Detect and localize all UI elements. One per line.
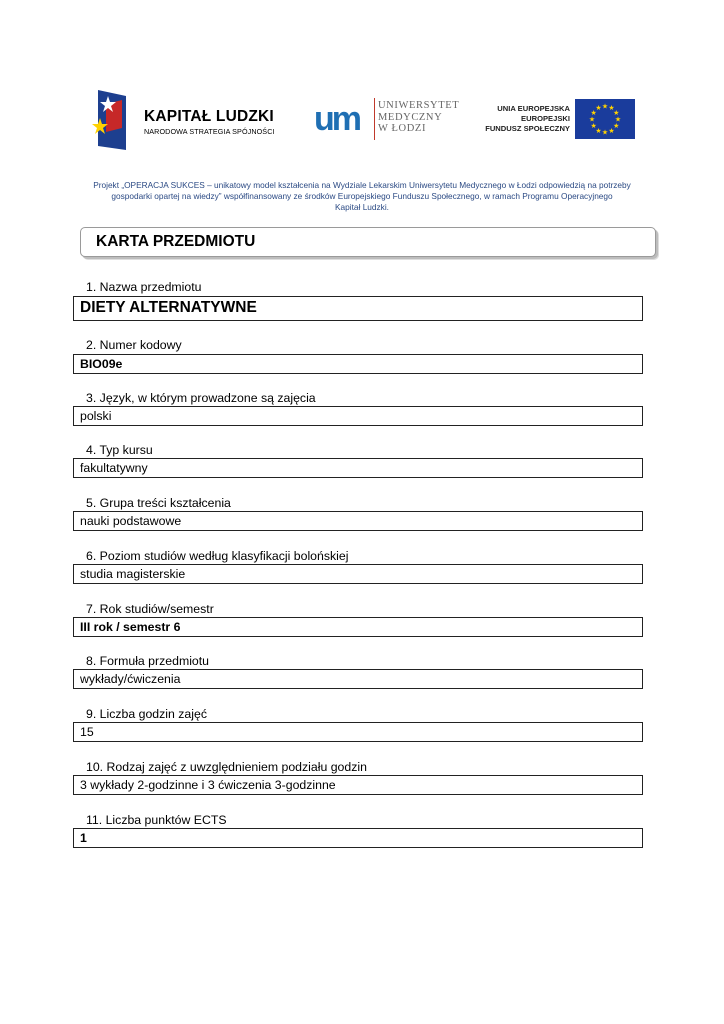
eu-star-icon: ★ xyxy=(595,127,602,135)
field-nazwa-przedmiotu xyxy=(73,296,643,321)
label-nazwa-przedmiotu: 1. Nazwa przedmiotu xyxy=(86,280,202,294)
label-typ-kursu: 4. Typ kursu xyxy=(86,443,153,457)
label-poziom-studiow: 6. Poziom studiów według klasyfikacji bolońskiej xyxy=(86,549,349,563)
karta-title-box xyxy=(80,227,656,257)
kapital-ludzki-title: KAPITAŁ LUDZKI xyxy=(144,108,274,125)
field-typ-kursu xyxy=(73,458,643,478)
eu-caption-line1: UNIA EUROPEJSKA xyxy=(497,104,570,113)
umed-name xyxy=(378,100,459,135)
field-rok-studiow xyxy=(73,617,643,637)
value-nazwa-przedmiotu: DIETY ALTERNATYWNE xyxy=(80,299,257,316)
value-jezyk: polski xyxy=(80,409,112,423)
value-punkty-ects: 1 xyxy=(80,831,87,845)
umed-mark: um xyxy=(314,100,359,138)
eu-flag-icon xyxy=(575,99,635,139)
eu-star-icon: ★ xyxy=(601,129,609,137)
field-punkty-ects xyxy=(73,828,643,848)
value-rok-studiow: III rok / semestr 6 xyxy=(80,620,181,634)
kapital-ludzki-logo xyxy=(92,88,282,152)
field-numer-kodowy xyxy=(73,354,643,374)
project-note-line1: Projekt „OPERACJA SUKCES – unikatowy model kształcenia na Wydziale Lekarskim Uniwersytetu Medycznego w Łodzi odpowiedzią na potrzeby xyxy=(93,180,631,190)
label-liczba-godzin: 9. Liczba godzin zajęć xyxy=(86,707,207,721)
project-note-line3: Kapitał Ludzki. xyxy=(335,202,389,212)
value-rodzaj-zajec: 3 wykłady 2-godzinne i 3 ćwiczenia 3-godzinne xyxy=(80,778,336,792)
karta-title: KARTA PRZEDMIOTU xyxy=(96,233,256,250)
eu-star-icon: ★ xyxy=(595,105,602,113)
field-formula-przedmiotu xyxy=(73,669,643,689)
kapital-ludzki-emblem-icon xyxy=(92,88,140,152)
label-grupa-tresci: 5. Grupa treści kształcenia xyxy=(86,496,231,510)
umed-logo xyxy=(314,98,464,142)
umed-name-line2: MEDYCZNY xyxy=(378,111,443,123)
project-note xyxy=(84,180,640,213)
label-formula-przedmiotu: 8. Formuła przedmiotu xyxy=(86,654,210,668)
eu-star-icon: ★ xyxy=(608,127,615,135)
eu-star-icon: ★ xyxy=(590,110,597,117)
field-grupa-tresci xyxy=(73,511,643,531)
eu-caption-line2: EUROPEJSKI xyxy=(521,114,570,123)
value-poziom-studiow: studia magisterskie xyxy=(80,567,186,581)
eu-star-icon: ★ xyxy=(608,105,615,113)
eu-star-icon: ★ xyxy=(588,116,596,124)
eu-star-icon: ★ xyxy=(613,110,620,117)
label-rodzaj-zajec: 10. Rodzaj zajęć z uwzględnieniem podziału godzin xyxy=(86,760,367,774)
field-jezyk xyxy=(73,406,643,426)
umed-divider xyxy=(374,98,375,140)
value-grupa-tresci: nauki podstawowe xyxy=(80,514,182,528)
value-formula-przedmiotu: wykłady/ćwiczenia xyxy=(80,672,181,686)
eu-caption xyxy=(480,104,570,134)
field-liczba-godzin xyxy=(73,722,643,742)
eu-caption-line3: FUNDUSZ SPOŁECZNY xyxy=(485,124,570,133)
eu-star-icon: ★ xyxy=(590,123,597,130)
field-poziom-studiow xyxy=(73,564,643,584)
label-rok-studiow: 7. Rok studiów/semestr xyxy=(86,602,214,616)
umed-name-line3: W ŁODZI xyxy=(378,123,427,134)
project-note-line2: gospodarki opartej na wiedzy” współfinansowany ze środków Europejskiego Funduszu Społecznego, w ramach Programu Operacyjnego xyxy=(111,191,613,201)
value-typ-kursu: fakultatywny xyxy=(80,461,148,475)
label-punkty-ects: 11. Liczba punktów ECTS xyxy=(86,813,227,827)
label-numer-kodowy: 2. Numer kodowy xyxy=(86,338,182,352)
field-rodzaj-zajec xyxy=(73,775,643,795)
kapital-ludzki-subtitle: NARODOWA STRATEGIA SPÓJNOŚCI xyxy=(144,127,275,136)
value-liczba-godzin: 15 xyxy=(80,725,94,739)
eu-star-icon: ★ xyxy=(613,123,620,130)
eu-star-icon: ★ xyxy=(614,116,622,124)
value-numer-kodowy: BIO09e xyxy=(80,357,123,371)
umed-name-line1: UNIWERSYTET xyxy=(378,100,460,111)
label-jezyk: 3. Język, w którym prowadzone są zajęcia xyxy=(86,391,316,405)
eu-star-icon: ★ xyxy=(601,103,609,111)
